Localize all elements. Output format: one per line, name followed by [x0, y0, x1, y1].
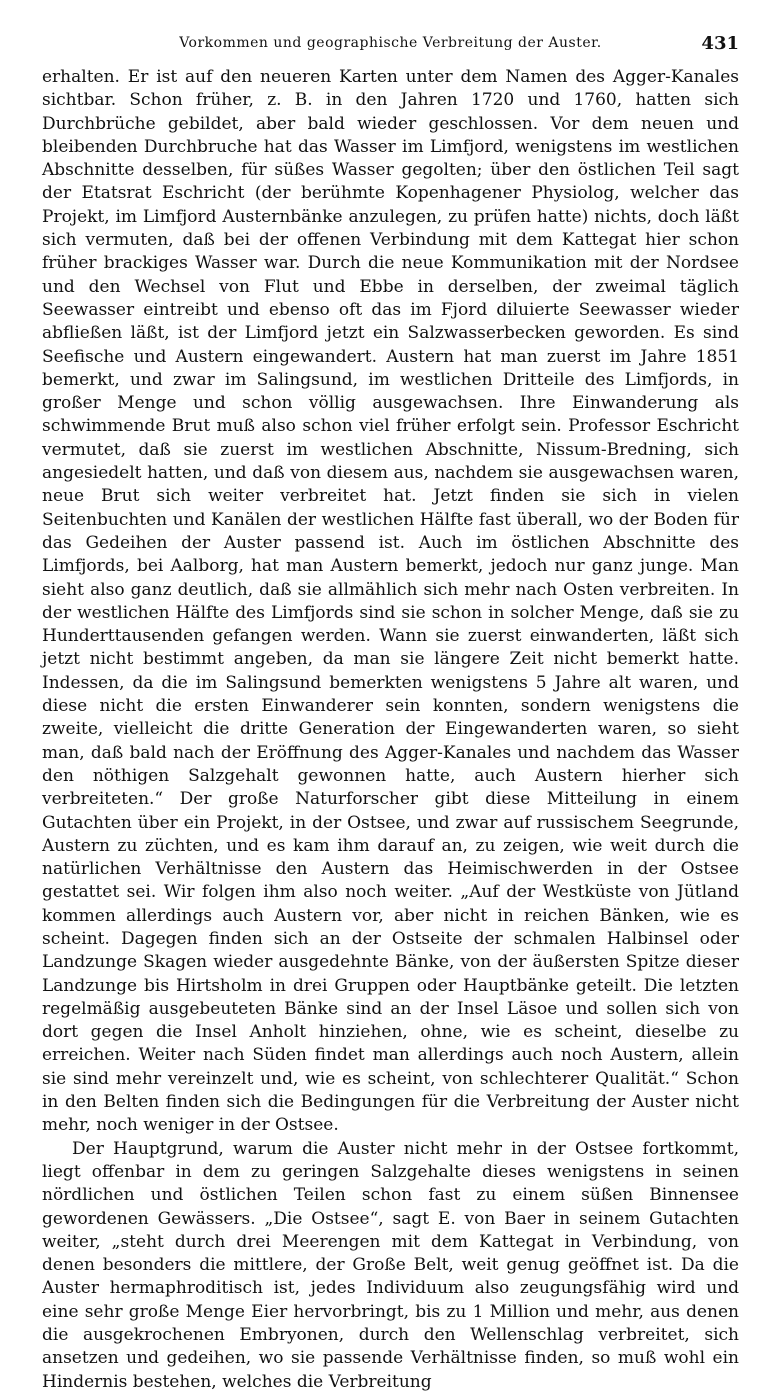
page-header	[42, 33, 739, 57]
page-body	[42, 66, 739, 1394]
paragraph: Der Hauptgrund, warum die Auster nicht mehr in der Ostsee fortkommt, liegt offenbar in dem zu geringen Salzgehalte dieses wenigstens in seinen nördlichen und östlichen Teilen schon fast zu einem süßen Binnensee gewordenen Gewässers. „Die Ostsee“, sagt E. von Baer in seinem Gutachten weiter, „steht durch drei Meerengen mit dem Kattegat in Verbindung, von denen besonders die mittlere, der Große Belt, weit genug geöffnet ist. Da die Auster hermaphroditisch ist, jedes Individuum also zeugungsfähig wird und eine sehr große Menge Eier hervorbringt, bis zu 1 Million und mehr, aus denen die ausgekrochenen Embryonen, durch den Wellenschlag verbreitet, sich ansetzen und gedeihen, wo sie passende Verhältnisse finden, so muß wohl ein Hindernis bestehen, welches die Verbreitung	[42, 1138, 739, 1392]
paragraph-continued: erhalten. Er ist auf den neueren Karten unter dem Namen des Agger-Kanales sichtbar. Schon früher, z. B. in den Jahren 1720 und 1760, hatten sich Durchbrüche gebildet, aber bald wieder geschlossen. Vor dem neuen und bleibenden Durchbruche hat das Wasser im Limfjord, wenigstens im westlichen Abschnitte desselben, für süßes Wasser gegolten; über den östlichen Teil sagt der Etatsrat Eschricht (der berühmte Kopenhagener Physiolog, welcher das Projekt, im Limfjord Austernbänke anzulegen, zu prüfen hatte) nichts, doch läßt sich vermuten, daß bei der offenen Verbindung mit dem Kattegat hier schon früher brackiges Wasser war. Durch die neue Kommunikation mit der Nordsee und den Wechsel von Flut und Ebbe in derselben, der zweimal täglich Seewasser eintreibt und ebenso oft das im Fjord diluierte Seewasser wieder abfließen läßt, ist der Limfjord jetzt ein Salzwasserbecken geworden. Es sind Seefische und Austern eingewandert. Austern hat man zuerst im Jahre 1851 bemerkt, und zwar im Salingsund, im westlichen Dritteile des Limfjords, in großer Menge und schon völlig ausgewachsen. Ihre Einwanderung als schwimmende Brut muß also schon viel früher erfolgt sein. Professor Eschricht vermutet, daß sie zuerst im westlichen Abschnitte, Nissum-Bredning, sich angesiedelt hatten, und daß von diesem aus, nachdem sie ausgewachsen waren, neue Brut sich weiter verbreitet hat. Jetzt finden sie sich in vielen Seitenbuchten und Kanälen der westlichen Hälfte fast überall, wo der Boden für das Gedeihen der Auster passend ist. Auch im östlichen Abschnitte des Limfjords, bei Aalborg, hat man Austern bemerkt, jedoch nur ganz junge. Man sieht also ganz deutlich, daß sie allmählich sich mehr nach Osten verbreiten. In der westlichen Hälfte des Limfjords sind sie schon in solcher Menge, daß sie zu Hunderttausenden gefangen werden. Wann sie zuerst einwanderten, läßt sich jetzt nicht bestimmt angeben, da man sie längere Zeit nicht bemerkt hatte. Indessen, da die im Salingsund bemerkten wenigstens 5 Jahre alt waren, und diese nicht die ersten Einwanderer sein konnten, sondern wenigstens die zweite, vielleicht die dritte Generation der Eingewanderten waren, so sieht man, daß bald nach der Eröffnung des Agger-Kanales und nachdem das Wasser den nöthigen Salzgehalt gewonnen hatte, auch Austern hierher sich verbreiteten.“ Der große Naturforscher gibt diese Mitteilung in einem Gutachten über ein Projekt, in der Ostsee, und zwar auf russischem Seegrunde, Austern zu züchten, und es kam ihm darauf an, zu zeigen, wie weit durch die natürlichen Verhältnisse den Austern das Heimischwerden in der Ostsee gestattet sei. Wir folgen ihm also noch weiter. „Auf der Westküste von Jütland kommen allerdings auch Austern vor, aber nicht in reichen Bänken, wie es scheint. Dagegen finden sich an der Ostseite der schmalen Halbinsel oder Landzunge Skagen wieder ausgedehnte Bänke, von der äußersten Spitze dieser Landzunge bis Hirtsholm in drei Gruppen oder Hauptbänke geteilt. Die letzten regelmäßig ausgebeuteten Bänke sind an der Insel Läsoe und sollen sich von dort gegen die Insel Anholt hinziehen, ohne, wie es scheint, dieselbe zu erreichen. Weiter nach Süden findet man allerdings auch noch Austern, allein sie sind mehr vereinzelt und, wie es scheint, von schlechterer Qualität.“ Schon in den Belten finden sich die Bedingungen für die Verbreitung der Auster nicht mehr, noch weniger in der Ostsee.	[42, 67, 739, 1136]
page-number: 431	[701, 33, 739, 54]
running-title: Vorkommen und geographische Verbreitung der Auster.	[179, 35, 602, 51]
